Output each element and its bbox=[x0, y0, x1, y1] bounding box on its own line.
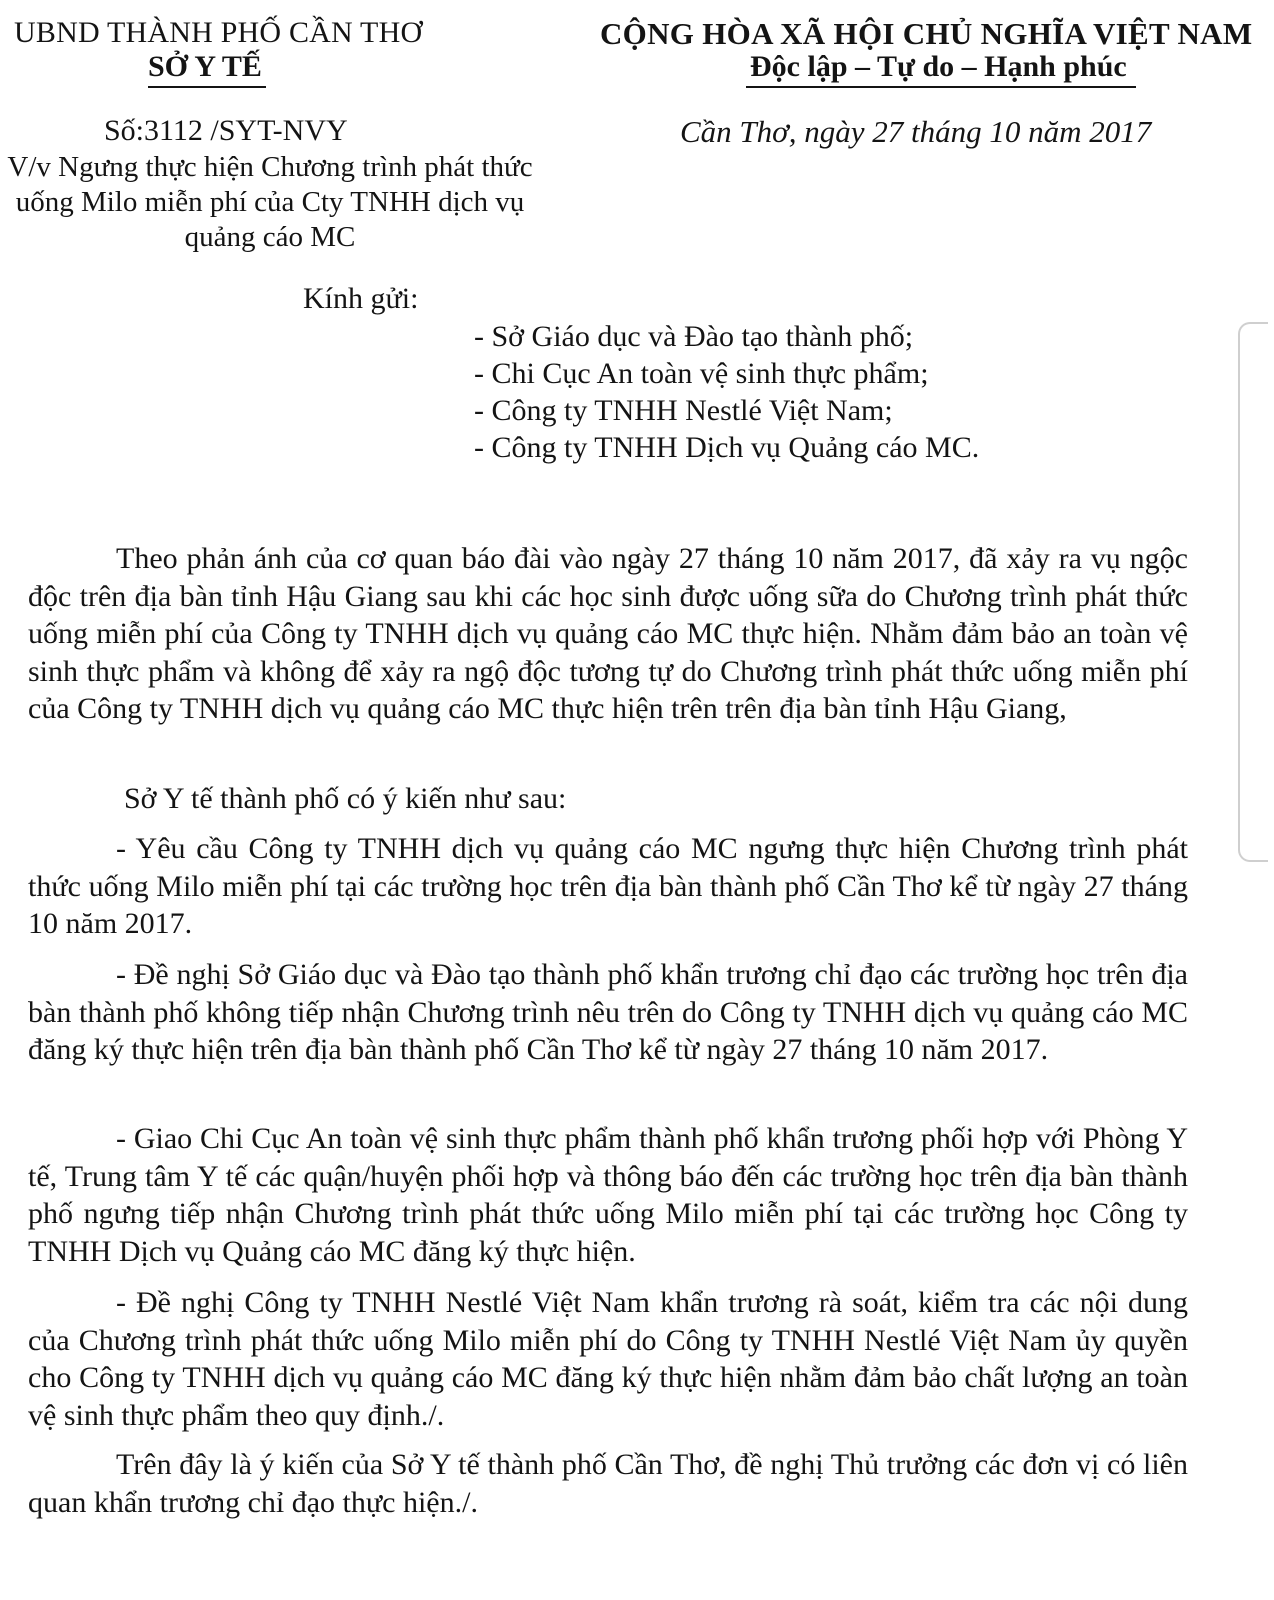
intro-paragraph: Theo phản ánh của cơ quan báo đài vào ngày 27 tháng 10 năm 2017, đã xảy ra vụ ngộc độc trên địa bàn tỉnh Hậu Giang sau khi các học sinh được uống sữa do Chương trình phát thức uống miễn phí của Công ty TNHH dịch vụ quảng cáo MC thực hiện. Nhằm đảm bảo an toàn vệ sinh thực phẩm và không để xảy ra ngộ độc tương tự do Chương trình phát thức uống miễn phí của Công ty TNHH dịch vụ quảng cáo MC thực hiện trên trên địa bàn tỉnh Hậu Giang, bbox=[28, 542, 1188, 725]
subject-line: uống Milo miễn phí của Cty TNHH dịch vụ bbox=[15, 186, 525, 218]
national-title: CỘNG HÒA XÃ HỘI CHỦ NGHĨA VIỆT NAM bbox=[600, 16, 1253, 51]
document-subject bbox=[0, 150, 540, 255]
directive-item: - Giao Chi Cục An toàn vệ sinh thực phẩm thành phố khẩn trương phối hợp với Phòng Y tế, Trung tâm Y tế các quận/huyện phối hợp và thông báo đến các trường học trên địa bàn thành phố ngưng tiếp nhận Chương trình phát thức uống Milo miễn phí tại các trường học Công ty TNHH Dịch vụ Quảng cáo MC đăng ký thực hiện. bbox=[28, 1122, 1188, 1268]
agency-name: SỞ Y TẾ bbox=[148, 50, 262, 83]
subject-line: quảng cáo MC bbox=[184, 221, 356, 253]
directive-item: - Yêu cầu Công ty TNHH dịch vụ quảng cáo MC ngưng thực hiện Chương trình phát thức uống Milo miễn phí tại các trường học trên địa bàn thành phố Cần Thơ kể từ ngày 27 tháng 10 năm 2017. bbox=[28, 832, 1188, 940]
document-number: Số:3112 /SYT-NVY bbox=[104, 114, 348, 147]
issue-date: Cần Thơ, ngày 27 tháng 10 năm 2017 bbox=[680, 114, 1152, 149]
closing-paragraph: Trên đây là ý kiến của Sở Y tế thành phố Cần Thơ, đề nghị Thủ trưởng các đơn vị có liên quan khẩn trương chỉ đạo thực hiện./. bbox=[28, 1448, 1188, 1519]
recipient-item: - Công ty TNHH Dịch vụ Quảng cáo MC. bbox=[474, 431, 980, 464]
agency-underline bbox=[148, 86, 266, 88]
subject-line: V/v Ngưng thực hiện Chương trình phát thức bbox=[7, 151, 533, 183]
recipients-list bbox=[474, 318, 979, 466]
motto-underline bbox=[746, 86, 1136, 88]
agency-parent: UBND THÀNH PHỐ CẦN THƠ bbox=[14, 16, 423, 49]
recipient-item: - Sở Giáo dục và Đào tạo thành phố; bbox=[474, 320, 914, 353]
opinion-intro: Sở Y tế thành phố có ý kiến như sau: bbox=[124, 782, 567, 815]
directive-item: - Đề nghị Sở Giáo dục và Đào tạo thành phố khẩn trương chỉ đạo các trường học trên địa bàn thành phố không tiếp nhận Chương trình nêu trên do Công ty TNHH dịch vụ quảng cáo MC đăng ký thực hiện trên địa bàn thành phố Cần Thơ kể từ ngày 27 tháng 10 năm 2017. bbox=[28, 958, 1188, 1066]
recipient-item: - Chi Cục An toàn vệ sinh thực phẩm; bbox=[474, 357, 929, 390]
recipients-title: Kính gửi: bbox=[303, 282, 419, 315]
national-motto: Độc lập – Tự do – Hạnh phúc bbox=[750, 50, 1127, 83]
scroll-edge bbox=[1238, 322, 1268, 862]
recipient-item: - Công ty TNHH Nestlé Việt Nam; bbox=[474, 394, 893, 427]
directive-item: - Đề nghị Công ty TNHH Nestlé Việt Nam khẩn trương rà soát, kiểm tra các nội dung của Chương trình phát thức uống Milo miễn phí do Công ty TNHH Nestlé Việt Nam ủy quyền cho Công ty TNHH dịch vụ quảng cáo MC đăng ký thực hiện nhằm đảm bảo chất lượng an toàn vệ sinh thực phẩm theo quy định./. bbox=[28, 1286, 1188, 1432]
